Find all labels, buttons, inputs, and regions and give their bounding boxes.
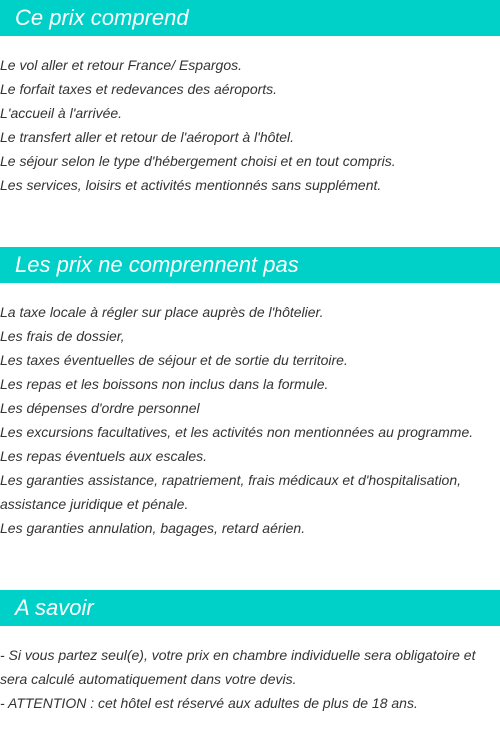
list-item: - Si vous partez seul(e), votre prix en chambre individuelle sera obligatoire et xyxy=(0,647,476,663)
list-item: Les frais de dossier, xyxy=(0,328,125,344)
list-item: Le séjour selon le type d'hébergement choisi et en tout compris. xyxy=(0,153,396,169)
list-item: Les taxes éventuelles de séjour et de sortie du territoire. xyxy=(0,352,348,368)
list-item: L'accueil à l'arrivée. xyxy=(0,105,123,121)
list-item: Les services, loisirs et activités mentionnés sans supplément. xyxy=(0,177,382,193)
list-item: Le transfert aller et retour de l'aéroport à l'hôtel. xyxy=(0,129,295,145)
list-item: Le forfait taxes et redevances des aéroports. xyxy=(0,81,278,97)
list-item: Le vol aller et retour France/ Espargos. xyxy=(0,57,243,73)
list-item: sera calculé automatiquement dans votre devis. xyxy=(0,671,297,687)
list-item: Les repas éventuels aux escales. xyxy=(0,448,208,464)
list-item: Les garanties assistance, rapatriement, frais médicaux et d'hospitalisation, xyxy=(0,472,462,488)
list-item: - ATTENTION : cet hôtel est réservé aux adultes de plus de 18 ans. xyxy=(0,695,418,711)
list-item: Les dépenses d'ordre personnel xyxy=(0,400,200,416)
good-to-know-list xyxy=(0,643,500,715)
section-title-not-included: Les prix ne comprennent pas xyxy=(0,247,500,283)
section-title-good-to-know: A savoir xyxy=(0,590,500,626)
included-list xyxy=(0,53,500,197)
not-included-list xyxy=(0,300,500,540)
list-item: Les garanties annulation, bagages, retard aérien. xyxy=(0,520,306,536)
list-item: assistance juridique et pénale. xyxy=(0,496,189,512)
list-item: Les excursions facultatives, et les activités non mentionnées au programme. xyxy=(0,424,474,440)
list-item: La taxe locale à régler sur place auprès de l'hôtelier. xyxy=(0,304,324,320)
section-title-included: Ce prix comprend xyxy=(0,0,500,36)
list-item: Les repas et les boissons non inclus dans la formule. xyxy=(0,376,329,392)
